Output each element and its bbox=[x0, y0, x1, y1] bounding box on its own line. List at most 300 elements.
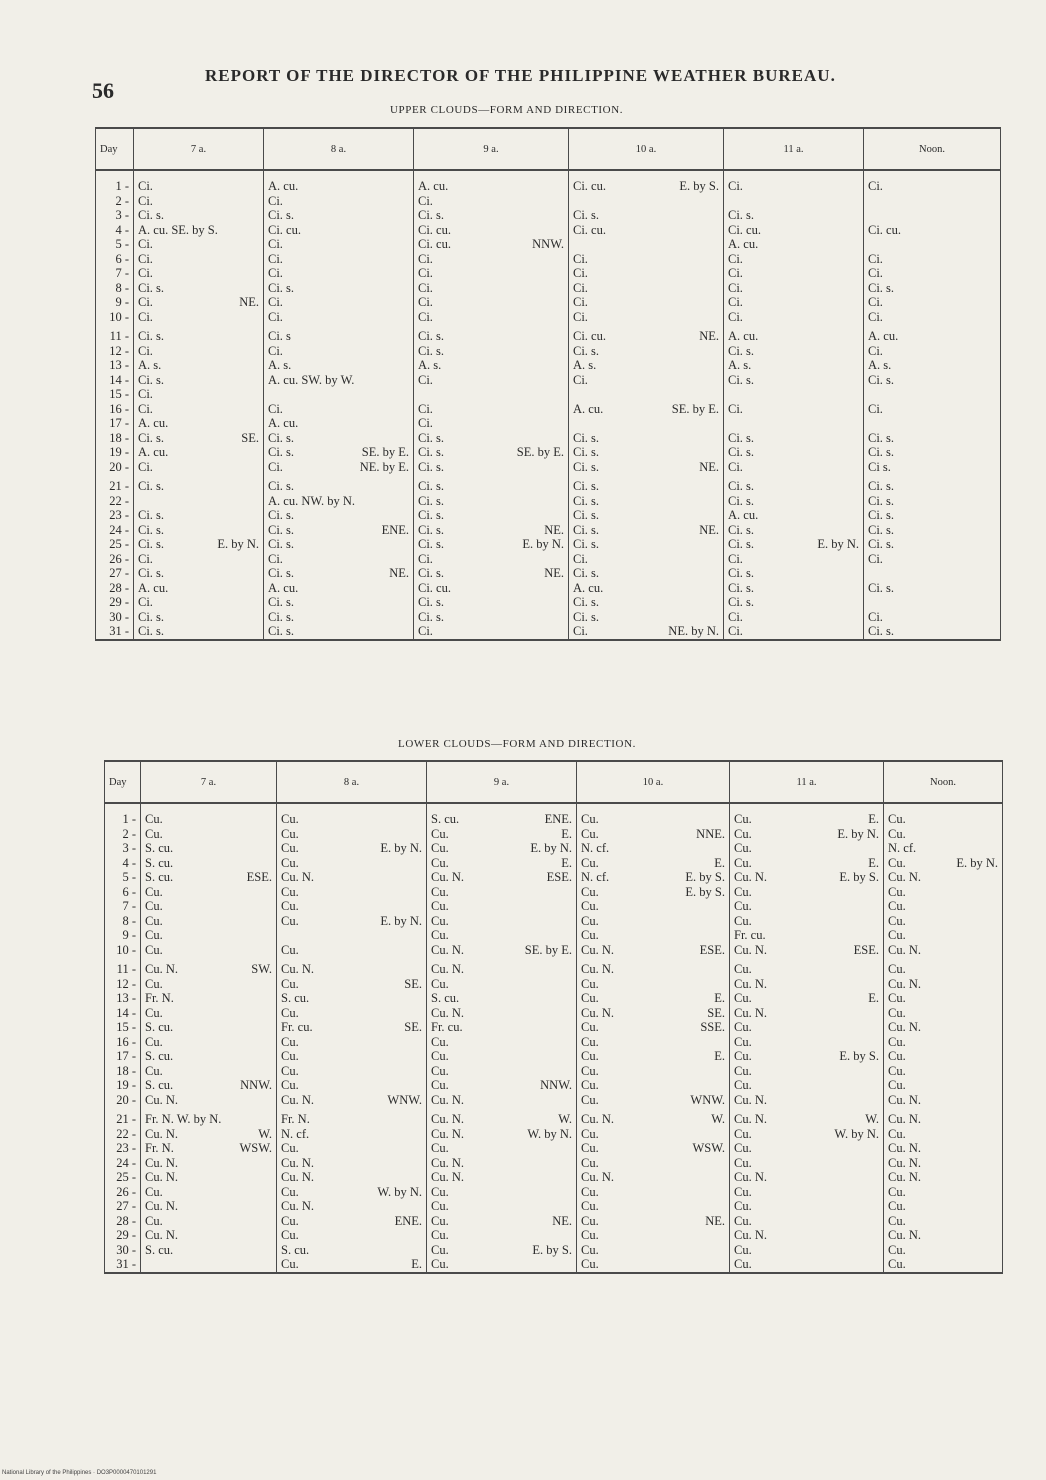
cloud-form-text: Cu. N. bbox=[281, 1092, 314, 1107]
cloud-form-text: Cu. N. bbox=[431, 962, 464, 977]
cloud-form-text: Cu. bbox=[734, 1199, 752, 1214]
observation-cell bbox=[134, 208, 264, 223]
cloud-form-text: Ci. s. bbox=[418, 595, 445, 610]
observation-cell bbox=[577, 1156, 730, 1171]
observation-cell bbox=[414, 373, 569, 388]
table-row bbox=[105, 803, 1003, 827]
cloud-form-text: Ci. s. bbox=[868, 522, 895, 537]
day-cell: 15 - bbox=[105, 1020, 141, 1035]
table-row bbox=[105, 1141, 1003, 1156]
observation-cell bbox=[277, 856, 427, 871]
cloud-form-text: N. cf. bbox=[581, 870, 610, 885]
observation-cell bbox=[134, 324, 264, 344]
cloud-form-text: Cu. bbox=[145, 1005, 163, 1020]
cloud-form-text: A. cu. bbox=[418, 179, 449, 194]
observation-cell bbox=[569, 223, 724, 238]
observation-cell bbox=[264, 324, 414, 344]
day-number: 1 bbox=[115, 179, 122, 194]
observation-cell bbox=[134, 624, 264, 640]
direction-text: WSW. bbox=[239, 1141, 272, 1156]
cloud-form-text: Ci. bbox=[573, 624, 588, 639]
direction-text: E. bbox=[561, 826, 572, 841]
header-row bbox=[96, 128, 1001, 170]
observation-cell bbox=[264, 460, 414, 475]
observation-cell bbox=[414, 208, 569, 223]
observation-cell bbox=[141, 928, 277, 943]
observation-cell bbox=[141, 827, 277, 842]
observation-cell bbox=[884, 1170, 1003, 1185]
observation-cell bbox=[277, 870, 427, 885]
cloud-form-text: Ci. bbox=[138, 459, 153, 474]
cloud-form-text: Ci. s. bbox=[138, 329, 165, 344]
observation-cell bbox=[414, 595, 569, 610]
cloud-form-text: Cu. bbox=[734, 841, 752, 856]
direction-text: NE. bbox=[389, 566, 409, 581]
cloud-form-text: Ci. cu. bbox=[418, 237, 451, 252]
day-number: 16 bbox=[116, 1034, 129, 1049]
cloud-form-text: A. cu. SE. by S. bbox=[138, 222, 218, 237]
cloud-form-text: Ci. s. bbox=[418, 329, 445, 344]
cloud-form-text: Cu. N. bbox=[734, 1112, 767, 1127]
time-column-header: 9 a. bbox=[427, 761, 577, 803]
observation-cell bbox=[577, 928, 730, 943]
time-column-header: 10 a. bbox=[569, 128, 724, 170]
cloud-form-text: Cu. N. bbox=[431, 1005, 464, 1020]
day-number: 13 bbox=[109, 358, 122, 373]
observation-cell bbox=[414, 252, 569, 267]
observation-cell bbox=[864, 595, 1001, 610]
cloud-form-text: Ci. cu. bbox=[573, 179, 606, 194]
observation-cell bbox=[414, 431, 569, 446]
observation-cell bbox=[884, 1228, 1003, 1243]
observation-cell bbox=[569, 431, 724, 446]
table-row bbox=[96, 310, 1001, 325]
header-row bbox=[105, 761, 1003, 803]
cloud-form-text: Cu. bbox=[431, 855, 449, 870]
cloud-form-text: Cu. bbox=[888, 928, 906, 943]
table-row bbox=[96, 431, 1001, 446]
cloud-form-text: S. cu. bbox=[145, 855, 174, 870]
observation-cell bbox=[427, 899, 577, 914]
observation-cell bbox=[264, 344, 414, 359]
observation-cell bbox=[141, 899, 277, 914]
observation-cell bbox=[724, 595, 864, 610]
observation-cell bbox=[134, 552, 264, 567]
cloud-form-text: Ci. s. bbox=[868, 580, 895, 595]
cloud-form-text: Ci. s. bbox=[728, 445, 755, 460]
cloud-form-text: Ci. s. bbox=[268, 445, 295, 460]
direction-text: SE. by E. bbox=[671, 401, 719, 416]
cloud-form-text: Cu. bbox=[734, 1257, 752, 1272]
day-cell: 1 - bbox=[105, 803, 141, 827]
cloud-form-text: N. cf. bbox=[281, 1126, 310, 1141]
direction-text: ENE. bbox=[544, 812, 572, 827]
day-cell: 26 - bbox=[105, 1185, 141, 1200]
cloud-form-text: Cu. bbox=[581, 899, 599, 914]
cloud-form-text: Ci. s. bbox=[418, 459, 445, 474]
observation-cell bbox=[724, 387, 864, 402]
day-cell: 11 - bbox=[105, 957, 141, 977]
observation-cell bbox=[864, 387, 1001, 402]
observation-cell bbox=[134, 416, 264, 431]
day-number: 17 bbox=[116, 1049, 129, 1064]
table-row bbox=[96, 523, 1001, 538]
table-row bbox=[105, 1078, 1003, 1093]
observation-cell bbox=[134, 252, 264, 267]
day-number: 23 bbox=[109, 508, 122, 523]
observation-cell bbox=[277, 1214, 427, 1229]
cloud-form-text: Cu. bbox=[145, 913, 163, 928]
table-row bbox=[105, 1049, 1003, 1064]
cloud-form-text: Cu. N. bbox=[431, 942, 464, 957]
direction-text: E. by S. bbox=[685, 884, 725, 899]
observation-cell bbox=[264, 595, 414, 610]
cloud-form-text: A. cu. bbox=[138, 580, 169, 595]
observation-cell bbox=[577, 885, 730, 900]
cloud-form-text: Ci. s. bbox=[728, 493, 755, 508]
cloud-form-text: Cu. bbox=[734, 1020, 752, 1035]
observation-cell bbox=[730, 943, 884, 958]
cloud-form-text: Cu. bbox=[431, 928, 449, 943]
day-number: 27 bbox=[109, 566, 122, 581]
observation-cell bbox=[577, 1257, 730, 1273]
observation-cell bbox=[427, 977, 577, 992]
day-column-header: Day bbox=[105, 761, 141, 803]
table-row bbox=[105, 1156, 1003, 1171]
observation-cell bbox=[414, 170, 569, 194]
direction-text: E. bbox=[561, 855, 572, 870]
cloud-form-text: Cu. bbox=[281, 1049, 299, 1064]
day-number: 8 bbox=[115, 280, 122, 295]
observation-cell bbox=[264, 373, 414, 388]
observation-cell bbox=[264, 170, 414, 194]
observation-cell bbox=[414, 194, 569, 209]
cloud-form-text: Ci. bbox=[418, 309, 433, 324]
day-number: 5 bbox=[122, 870, 129, 885]
observation-cell bbox=[724, 344, 864, 359]
direction-text: NE. bbox=[699, 459, 719, 474]
cloud-form-text: Ci. bbox=[418, 193, 433, 208]
table-row bbox=[105, 899, 1003, 914]
observation-cell bbox=[569, 595, 724, 610]
observation-cell bbox=[264, 310, 414, 325]
cloud-form-text: Cu. bbox=[281, 855, 299, 870]
observation-cell bbox=[134, 295, 264, 310]
observation-cell bbox=[884, 827, 1003, 842]
observation-cell bbox=[427, 1127, 577, 1142]
observation-cell bbox=[264, 358, 414, 373]
observation-cell bbox=[569, 266, 724, 281]
cloud-form-text: Ci. s. bbox=[418, 537, 445, 552]
observation-cell bbox=[730, 1035, 884, 1050]
observation-cell bbox=[864, 208, 1001, 223]
observation-cell bbox=[730, 977, 884, 992]
observation-cell bbox=[884, 1006, 1003, 1021]
cloud-form-text: Ci. bbox=[418, 266, 433, 281]
table-row bbox=[105, 1257, 1003, 1273]
cloud-form-text: Cu. bbox=[581, 1063, 599, 1078]
cloud-form-text: Cu. bbox=[888, 1049, 906, 1064]
observation-cell bbox=[577, 1170, 730, 1185]
observation-cell bbox=[277, 1035, 427, 1050]
observation-cell bbox=[427, 957, 577, 977]
observation-cell bbox=[724, 373, 864, 388]
cloud-form-text: Ci. s. bbox=[868, 280, 895, 295]
observation-cell bbox=[730, 885, 884, 900]
direction-text: W. bbox=[558, 1112, 572, 1127]
cloud-form-text: Cu. N. bbox=[734, 1005, 767, 1020]
direction-text: NE. bbox=[699, 329, 719, 344]
observation-cell bbox=[141, 1214, 277, 1229]
cloud-form-text: Cu. bbox=[581, 826, 599, 841]
cloud-form-text: Ci. s. bbox=[138, 566, 165, 581]
cloud-form-text: Cu. N. bbox=[145, 1126, 178, 1141]
cloud-form-text: Cu. bbox=[734, 1063, 752, 1078]
observation-cell bbox=[577, 1078, 730, 1093]
day-cell: 13 - bbox=[105, 991, 141, 1006]
day-cell: 19 - bbox=[105, 1078, 141, 1093]
cloud-form-text: Ci. bbox=[728, 295, 743, 310]
cloud-form-text: Cu. bbox=[431, 976, 449, 991]
day-cell: 10 - bbox=[96, 310, 134, 325]
table-row bbox=[96, 474, 1001, 494]
table-row bbox=[96, 208, 1001, 223]
cloud-form-text: Ci. bbox=[138, 237, 153, 252]
cloud-form-text: A. s. bbox=[268, 358, 292, 373]
cloud-form-text: Cu. bbox=[281, 976, 299, 991]
cloud-form-text: Cu. bbox=[888, 1184, 906, 1199]
day-number: 26 bbox=[109, 551, 122, 566]
cloud-form-text: A. cu. bbox=[138, 416, 169, 431]
day-cell: 23 - bbox=[105, 1141, 141, 1156]
observation-cell bbox=[427, 1156, 577, 1171]
cloud-form-text: Cu. bbox=[281, 884, 299, 899]
day-cell: 2 - bbox=[96, 194, 134, 209]
observation-cell bbox=[724, 252, 864, 267]
observation-cell bbox=[730, 1156, 884, 1171]
cloud-form-text: Ci. bbox=[268, 266, 283, 281]
observation-cell bbox=[569, 310, 724, 325]
observation-cell bbox=[730, 870, 884, 885]
direction-text: NE. by N. bbox=[668, 624, 719, 639]
cloud-form-text: Cu. bbox=[581, 1141, 599, 1156]
observation-cell bbox=[577, 1127, 730, 1142]
cloud-form-text: Cu. bbox=[281, 1184, 299, 1199]
observation-cell bbox=[884, 899, 1003, 914]
cloud-form-text: Ci. bbox=[728, 251, 743, 266]
observation-cell bbox=[277, 928, 427, 943]
cloud-form-text: Cu. bbox=[888, 913, 906, 928]
cloud-form-text: Ci. s. bbox=[728, 595, 755, 610]
cloud-form-text: A. s. bbox=[868, 358, 892, 373]
observation-cell bbox=[264, 295, 414, 310]
table-row bbox=[96, 508, 1001, 523]
cloud-form-text: A. cu. bbox=[868, 329, 899, 344]
day-number: 31 bbox=[109, 624, 122, 639]
cloud-form-text: Ci. s. bbox=[573, 595, 600, 610]
cloud-form-text: Ci. bbox=[728, 309, 743, 324]
cloud-form-text: Cu. bbox=[581, 1078, 599, 1093]
time-column-header: 7 a. bbox=[141, 761, 277, 803]
cloud-form-text: Cu. bbox=[281, 826, 299, 841]
cloud-form-text: Cu. bbox=[734, 962, 752, 977]
day-cell: 23 - bbox=[96, 508, 134, 523]
observation-cell bbox=[134, 266, 264, 281]
cloud-form-text: S. cu. bbox=[281, 1242, 310, 1257]
observation-cell bbox=[569, 194, 724, 209]
day-cell: 8 - bbox=[105, 914, 141, 929]
cloud-form-text: Cu. N. bbox=[431, 1112, 464, 1127]
observation-cell bbox=[724, 537, 864, 552]
observation-cell bbox=[569, 523, 724, 538]
day-column-header: Day bbox=[96, 128, 134, 170]
direction-text: E. by S. bbox=[532, 1242, 572, 1257]
observation-cell bbox=[277, 803, 427, 827]
observation-cell bbox=[577, 1185, 730, 1200]
observation-cell bbox=[724, 474, 864, 494]
observation-cell bbox=[577, 914, 730, 929]
observation-cell bbox=[724, 402, 864, 417]
observation-cell bbox=[577, 870, 730, 885]
cloud-form-text: Cu. bbox=[581, 1199, 599, 1214]
observation-cell bbox=[264, 431, 414, 446]
observation-cell bbox=[884, 1078, 1003, 1093]
direction-text: NE. bbox=[705, 1213, 725, 1228]
observation-cell bbox=[427, 1078, 577, 1093]
table-row bbox=[105, 957, 1003, 977]
day-cell: 9 - bbox=[96, 295, 134, 310]
direction-text: E. by N. bbox=[380, 841, 422, 856]
cloud-form-text: Ci. bbox=[138, 251, 153, 266]
cloud-form-text: Cu. bbox=[581, 1213, 599, 1228]
observation-cell bbox=[569, 373, 724, 388]
cloud-form-text: Ci. s. bbox=[418, 493, 445, 508]
table-row bbox=[96, 624, 1001, 640]
table-row bbox=[96, 358, 1001, 373]
cloud-form-text: Ci. s. bbox=[573, 343, 600, 358]
cloud-form-text: Cu. bbox=[888, 991, 906, 1006]
observation-cell bbox=[724, 194, 864, 209]
cloud-form-text: Ci. bbox=[268, 551, 283, 566]
cloud-form-text: Cu. bbox=[734, 1155, 752, 1170]
observation-cell bbox=[134, 431, 264, 446]
observation-cell bbox=[884, 1243, 1003, 1258]
day-cell: 10 - bbox=[105, 943, 141, 958]
cloud-form-text: Cu. bbox=[145, 976, 163, 991]
observation-cell bbox=[569, 344, 724, 359]
cloud-form-text: Cu. bbox=[581, 1034, 599, 1049]
direction-text: E. by N. bbox=[522, 537, 564, 552]
day-number: 20 bbox=[109, 459, 122, 474]
day-number: 12 bbox=[109, 343, 122, 358]
cloud-form-text: Cu. bbox=[734, 913, 752, 928]
cloud-form-text: Cu. N. bbox=[581, 942, 614, 957]
observation-cell bbox=[864, 281, 1001, 296]
direction-text: ENE. bbox=[381, 522, 409, 537]
observation-cell bbox=[264, 508, 414, 523]
table-row bbox=[96, 537, 1001, 552]
observation-cell bbox=[577, 1006, 730, 1021]
day-number: 6 bbox=[122, 884, 129, 899]
table-row bbox=[96, 402, 1001, 417]
observation-cell bbox=[569, 474, 724, 494]
cloud-form-text: Ci. bbox=[138, 193, 153, 208]
cloud-form-text: Cu. bbox=[431, 1213, 449, 1228]
observation-cell bbox=[577, 841, 730, 856]
observation-cell bbox=[724, 223, 864, 238]
observation-cell bbox=[264, 523, 414, 538]
day-number: 29 bbox=[109, 595, 122, 610]
day-cell: 15 - bbox=[96, 387, 134, 402]
table-row bbox=[96, 387, 1001, 402]
cloud-form-text: Ci. s. bbox=[868, 372, 895, 387]
cloud-form-text: Ci. bbox=[728, 459, 743, 474]
cloud-form-text: Cu. N. bbox=[431, 1155, 464, 1170]
cloud-form-text: Ci. s. bbox=[138, 609, 165, 624]
observation-cell bbox=[730, 841, 884, 856]
observation-cell bbox=[427, 1257, 577, 1273]
cloud-form-text: Cu. bbox=[431, 1184, 449, 1199]
cloud-form-text: Cu. bbox=[145, 884, 163, 899]
cloud-form-text: Cu. bbox=[581, 1049, 599, 1064]
observation-cell bbox=[414, 237, 569, 252]
observation-cell bbox=[569, 566, 724, 581]
cloud-form-text: Cu. bbox=[431, 884, 449, 899]
cloud-form-text: Cu. N. bbox=[281, 1155, 314, 1170]
cloud-form-text: Ci. bbox=[268, 237, 283, 252]
cloud-form-text: Ci. bbox=[418, 251, 433, 266]
observation-cell bbox=[577, 1141, 730, 1156]
cloud-form-text: Cu. bbox=[431, 1078, 449, 1093]
cloud-form-text: Cu. bbox=[431, 1141, 449, 1156]
observation-cell bbox=[864, 494, 1001, 509]
cloud-form-text: Fr. N. bbox=[145, 991, 174, 1006]
observation-cell bbox=[141, 1257, 277, 1273]
observation-cell bbox=[277, 1093, 427, 1108]
observation-cell bbox=[141, 991, 277, 1006]
table-row bbox=[105, 1243, 1003, 1258]
upper-clouds-table bbox=[95, 127, 1001, 641]
cloud-form-text: Ci. s. bbox=[138, 280, 165, 295]
table-row bbox=[105, 1006, 1003, 1021]
cloud-form-text: Ci. bbox=[573, 309, 588, 324]
observation-cell bbox=[414, 344, 569, 359]
day-number: 19 bbox=[109, 445, 122, 460]
observation-cell bbox=[264, 416, 414, 431]
day-cell: 25 - bbox=[105, 1170, 141, 1185]
cloud-form-text: Cu. bbox=[145, 899, 163, 914]
cloud-form-text: Ci. s. bbox=[573, 445, 600, 460]
cloud-form-text: Ci. bbox=[138, 551, 153, 566]
observation-cell bbox=[864, 610, 1001, 625]
cloud-form-text: Ci. bbox=[268, 459, 283, 474]
table-row bbox=[105, 841, 1003, 856]
table-row bbox=[96, 295, 1001, 310]
observation-cell bbox=[277, 1199, 427, 1214]
observation-cell bbox=[264, 624, 414, 640]
observation-cell bbox=[864, 237, 1001, 252]
direction-text: W. by N. bbox=[377, 1184, 422, 1199]
observation-cell bbox=[724, 324, 864, 344]
observation-cell bbox=[724, 208, 864, 223]
observation-cell bbox=[864, 537, 1001, 552]
day-cell: 29 - bbox=[96, 595, 134, 610]
observation-cell bbox=[264, 445, 414, 460]
observation-cell bbox=[141, 1141, 277, 1156]
cloud-form-text: Ci. s. bbox=[868, 624, 895, 639]
cloud-form-text: Ci. s. bbox=[573, 508, 600, 523]
observation-cell bbox=[134, 237, 264, 252]
